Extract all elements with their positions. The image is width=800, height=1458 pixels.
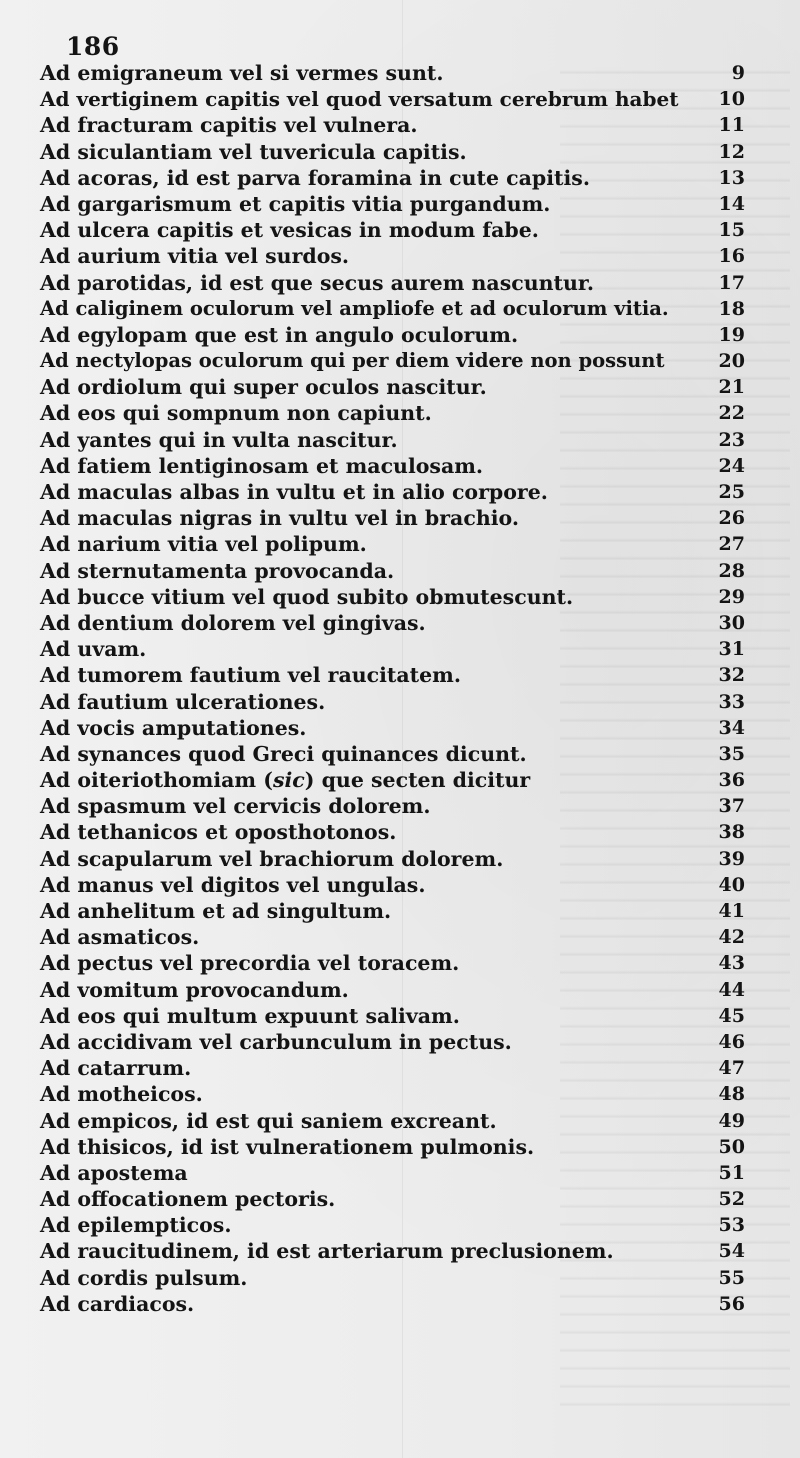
index-entry (40, 60, 745, 86)
index-entry (40, 584, 745, 610)
entry-number: 49 (718, 1109, 745, 1132)
entry-text: Ad narium vitia vel polipum. (40, 532, 367, 557)
entry-number: 19 (718, 323, 745, 346)
entry-number: 50 (718, 1135, 745, 1158)
index-entry (40, 558, 745, 584)
entry-number: 44 (718, 978, 745, 1001)
entry-number: 18 (718, 297, 745, 320)
entry-text: Ad acoras, id est parva foramina in cute capitis. (40, 165, 590, 190)
entry-text: Ad ordiolum qui super oculos nascitur. (40, 375, 487, 400)
entry-text: Ad nectylopas oculorum qui per diem videre non possunt (40, 349, 665, 373)
entry-text: Ad vomitum provocandum. (40, 977, 349, 1002)
entry-number: 45 (718, 1004, 745, 1027)
index-entry (40, 165, 745, 191)
entry-number: 31 (718, 638, 745, 661)
index-entry (40, 191, 745, 217)
index-entry (40, 1081, 745, 1107)
entry-text: Ad offocationem pectoris. (40, 1187, 336, 1212)
entry-text: Ad scapularum vel brachiorum dolorem. (40, 846, 504, 871)
index-entry (40, 453, 745, 479)
entry-number: 35 (718, 742, 745, 765)
index-entry (40, 374, 745, 400)
entry-number: 37 (718, 795, 745, 818)
entry-number: 32 (718, 664, 745, 687)
index-entry (40, 1160, 745, 1186)
index-entry (40, 610, 745, 636)
index-entry (40, 400, 745, 426)
entry-text: Ad manus vel digitos vel ungulas. (40, 872, 426, 897)
entry-number: 25 (718, 481, 745, 503)
index-entry (40, 1134, 745, 1160)
index-entry (40, 636, 745, 662)
index-entry (40, 662, 745, 688)
page-number: 186 (66, 32, 120, 61)
index-entry (40, 898, 745, 924)
entry-text: Ad empicos, id est qui saniem excreant. (40, 1108, 497, 1133)
entry-text: Ad egylopam que est in angulo oculorum. (40, 322, 519, 347)
entry-number: 54 (718, 1240, 745, 1263)
entry-text: Ad caliginem oculorum vel ampliofe et ad oculorum vitia. (40, 296, 669, 320)
entry-number: 34 (718, 716, 745, 739)
index-entry (40, 112, 745, 138)
index-list (40, 60, 745, 1317)
entry-number: 51 (718, 1161, 745, 1184)
index-entry (40, 1055, 745, 1081)
entry-number: 47 (718, 1057, 745, 1080)
entry-text: Ad tumorem fautium vel raucitatem. (40, 663, 462, 688)
entry-number: 30 (718, 611, 745, 634)
entry-text: Ad raucitudinem, id est arteriarum preclusionem. (40, 1239, 614, 1264)
entry-number: 23 (718, 428, 745, 451)
entry-text: Ad eos qui multum expuunt salivam. (40, 1003, 460, 1028)
entry-number: 48 (718, 1083, 745, 1106)
entry-number: 52 (718, 1188, 745, 1211)
entry-number: 26 (718, 507, 745, 530)
index-entry (40, 1291, 745, 1317)
index-entry (40, 270, 745, 296)
index-entry (40, 427, 745, 453)
index-entry (40, 348, 745, 374)
entry-text: Ad asmaticos. (40, 925, 200, 950)
entry-text: Ad oiteriothomiam (sic) que secten dicitur (40, 768, 531, 793)
entry-text: Ad parotidas, id est que secus aurem nascuntur. (40, 270, 594, 295)
entry-text: Ad ulcera capitis et vesicas in modum fabe. (40, 218, 539, 243)
entry-number: 11 (718, 114, 745, 137)
entry-number: 28 (718, 559, 745, 582)
entry-number: 27 (718, 533, 745, 556)
entry-text: Ad siculantiam vel tuvericula capitis. (40, 139, 467, 164)
entry-text: Ad motheicos. (40, 1082, 203, 1107)
index-entry (40, 479, 745, 505)
index-entry (40, 531, 745, 557)
entry-number: 40 (718, 873, 745, 896)
index-entry (40, 741, 745, 767)
entry-number: 13 (718, 166, 745, 189)
entry-text: Ad maculas albas in vultu et in alio corpore. (40, 480, 548, 504)
index-entry (40, 243, 745, 269)
entry-text: Ad synances quod Greci quinances dicunt. (40, 741, 527, 766)
entry-number: 14 (718, 192, 745, 215)
entry-number: 22 (718, 402, 745, 425)
entry-number: 24 (718, 454, 745, 477)
entry-number: 33 (718, 690, 745, 713)
entry-number: 39 (718, 847, 745, 870)
index-entry (40, 1108, 745, 1134)
entry-number: 15 (718, 219, 745, 242)
index-entry (40, 924, 745, 950)
entry-number: 12 (718, 140, 745, 163)
index-entry (40, 1003, 745, 1029)
index-entry (40, 1265, 745, 1291)
entry-text: Ad uvam. (40, 637, 147, 662)
index-entry (40, 846, 745, 872)
index-entry (40, 217, 745, 243)
entry-text: Ad thisicos, id ist vulnerationem pulmonis. (40, 1134, 535, 1159)
index-entry (40, 505, 745, 531)
entry-number: 55 (718, 1266, 745, 1289)
index-entry (40, 872, 745, 898)
entry-text: Ad tethanicos et oposthotonos. (40, 820, 397, 845)
entry-text: Ad fatiem lentiginosam et maculosam. (40, 453, 484, 478)
index-entry (40, 767, 745, 793)
entry-number: 42 (718, 926, 745, 949)
index-entry (40, 296, 745, 322)
entry-text: Ad dentium dolorem vel gingivas. (40, 610, 426, 635)
entry-number: 46 (718, 1030, 745, 1053)
entry-text: Ad vocis amputationes. (40, 715, 307, 740)
index-entry (40, 86, 745, 112)
entry-number: 29 (718, 585, 745, 608)
entry-number: 16 (718, 245, 745, 268)
entry-number: 38 (718, 821, 745, 844)
entry-text: Ad vertiginem capitis vel quod versatum cerebrum habet (40, 87, 679, 112)
entry-text: Ad fracturam capitis vel vulnera. (40, 113, 418, 138)
entry-number: 21 (718, 376, 745, 399)
index-entry (40, 793, 745, 819)
entry-number: 10 (718, 88, 745, 111)
entry-text: Ad accidivam vel carbunculum in pectus. (40, 1029, 512, 1054)
entry-text: Ad aurium vitia vel surdos. (40, 244, 350, 269)
index-entry (40, 1238, 745, 1264)
entry-number: 43 (718, 952, 745, 975)
entry-text: Ad epilempticos. (40, 1213, 232, 1238)
entry-number: 17 (718, 271, 745, 294)
entry-text: Ad catarrum. (40, 1056, 192, 1081)
entry-text: Ad eos qui sompnum non capiunt. (40, 401, 432, 426)
entry-number: 36 (718, 769, 745, 792)
entry-number: 53 (718, 1214, 745, 1237)
entry-text: Ad emigraneum vel si vermes sunt. (40, 61, 444, 85)
index-entry (40, 1186, 745, 1212)
entry-text: Ad bucce vitium vel quod subito obmutescunt. (40, 584, 574, 609)
entry-text: Ad cardiacos. (40, 1291, 195, 1316)
entry-text: Ad pectus vel precordia vel toracem. (40, 951, 460, 976)
entry-text: Ad maculas nigras in vultu vel in brachio. (40, 506, 519, 531)
entry-text: Ad anhelitum et ad singultum. (40, 899, 392, 923)
index-entry (40, 715, 745, 741)
index-entry (40, 819, 745, 845)
entry-number: 20 (718, 350, 745, 373)
index-entry (40, 950, 745, 976)
entry-text: Ad yantes qui in vulta nascitur. (40, 427, 398, 452)
entry-text: Ad gargarismum et capitis vitia purgandum. (40, 191, 551, 216)
index-entry (40, 689, 745, 715)
entry-text: Ad spasmum vel cervicis dolorem. (40, 794, 431, 819)
index-entry (40, 322, 745, 348)
entry-text: Ad sternutamenta provocanda. (40, 558, 395, 583)
index-entry (40, 1029, 745, 1055)
entry-number: 9 (731, 62, 745, 84)
entry-text: Ad cordis pulsum. (40, 1265, 248, 1290)
entry-number: 41 (718, 900, 745, 922)
entry-text: Ad apostema (40, 1160, 188, 1185)
index-entry (40, 139, 745, 165)
entry-number: 56 (718, 1292, 745, 1315)
entry-text: Ad fautium ulcerationes. (40, 689, 326, 714)
index-entry (40, 977, 745, 1003)
index-entry (40, 1212, 745, 1238)
